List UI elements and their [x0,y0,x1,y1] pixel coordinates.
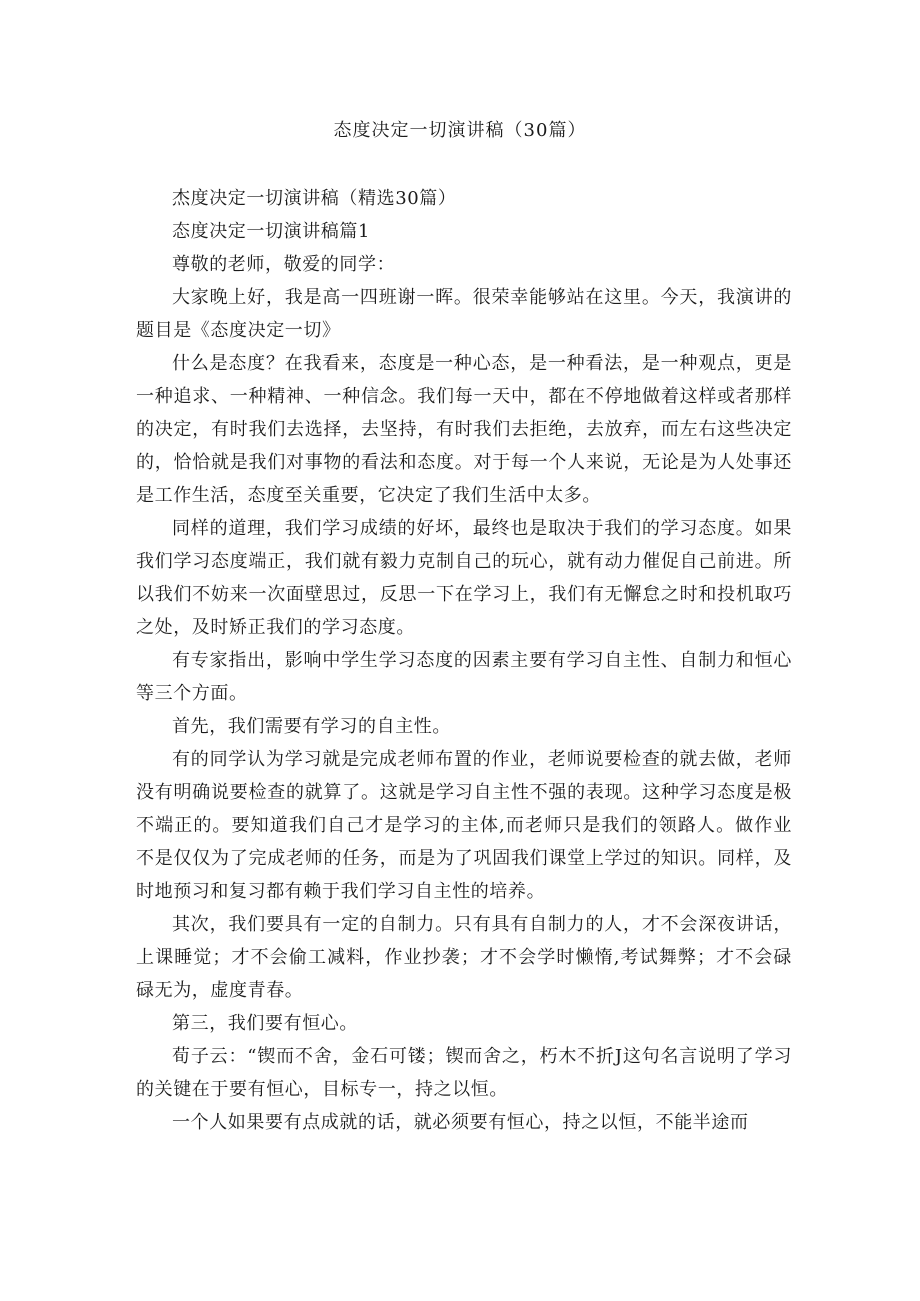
paragraph: 什么是态度？在我看来，态度是一种心态，是一种看法，是一种观点，更是一种追求、一种精神、一种信念。我们每一天中，都在不停地做着这样或者那样的决定，有时我们去选择，去坚持，有时我们去拒绝，去放弃，而左右这些决定的，恰恰就是我们对事物的看法和态度。对于每一个人来说，无论是为人处事还是工作生活，态度至关重要，它决定了我们生活中太多。 [136,353,792,506]
paragraph: 同样的道理，我们学习成绩的好坏，最终也是取决于我们的学习态度。如果我们学习态度端正，我们就有毅力克制自己的玩心，就有动力催促自己前进。所以我们不妨来一次面壁思过，反思一下在学习上，我们有无懈怠之时和投机取巧之处，及时矫正我们的学习态度。 [136,518,792,638]
paragraph: 有的同学认为学习就是完成老师布置的作业，老师说要检查的就去做，老师没有明确说要检查的就算了。这就是学习自主性不强的表现。这种学习态度是极不端正的。要知道我们自己才是学习的主体,而老师只是我们的领路人。做作业不是仅仅为了完成老师的任务，而是为了巩固我们课堂上学过的知识。同样，及时地预习和复习都有赖于我们学习自主性的培养。 [136,749,792,902]
paragraph: 首先，我们需要有学习的自主性。 [172,716,451,737]
paragraph: 有专家指出，影响中学生学习态度的因素主要有学习自主性、自制力和恒心等三个方面。 [136,650,792,704]
paragraph-subtitle: 杰度决定一切演讲稿（精选30篇） [172,188,457,209]
paragraph: 第三，我们要有恒心。 [172,1013,358,1034]
paragraph-salutation: 尊敬的老师，敬爱的同学： [172,254,396,275]
paragraph: 大家晚上好，我是高一四班谢一晖。很荣幸能够站在这里。今天，我演讲的题目是《态度决定一切》 [136,287,792,341]
paragraph: 荀子云：“锲而不舍，金石可镂；锲而舍之，朽木不折J这句名言说明了学习的关键在于要有恒心，目标专一，持之以恒。 [136,1046,792,1100]
paragraph: 一个人如果要有点成就的话，就必须要有恒心，持之以恒，不能半途而 [172,1112,749,1133]
paragraph: 其次，我们要具有一定的自制力。只有具有自制力的人，才不会深夜讲话，上课睡觉；才不会偷工减料，作业抄袭；才不会学时懒惰,考试舞弊；才不会碌碌无为，虚度青春。 [136,914,792,1001]
paragraph-section-heading: 态度决定一切演讲稿篇1 [172,221,371,242]
document-title: 态度决定一切演讲稿（30篇） [333,120,587,141]
document-body [136,182,792,1139]
